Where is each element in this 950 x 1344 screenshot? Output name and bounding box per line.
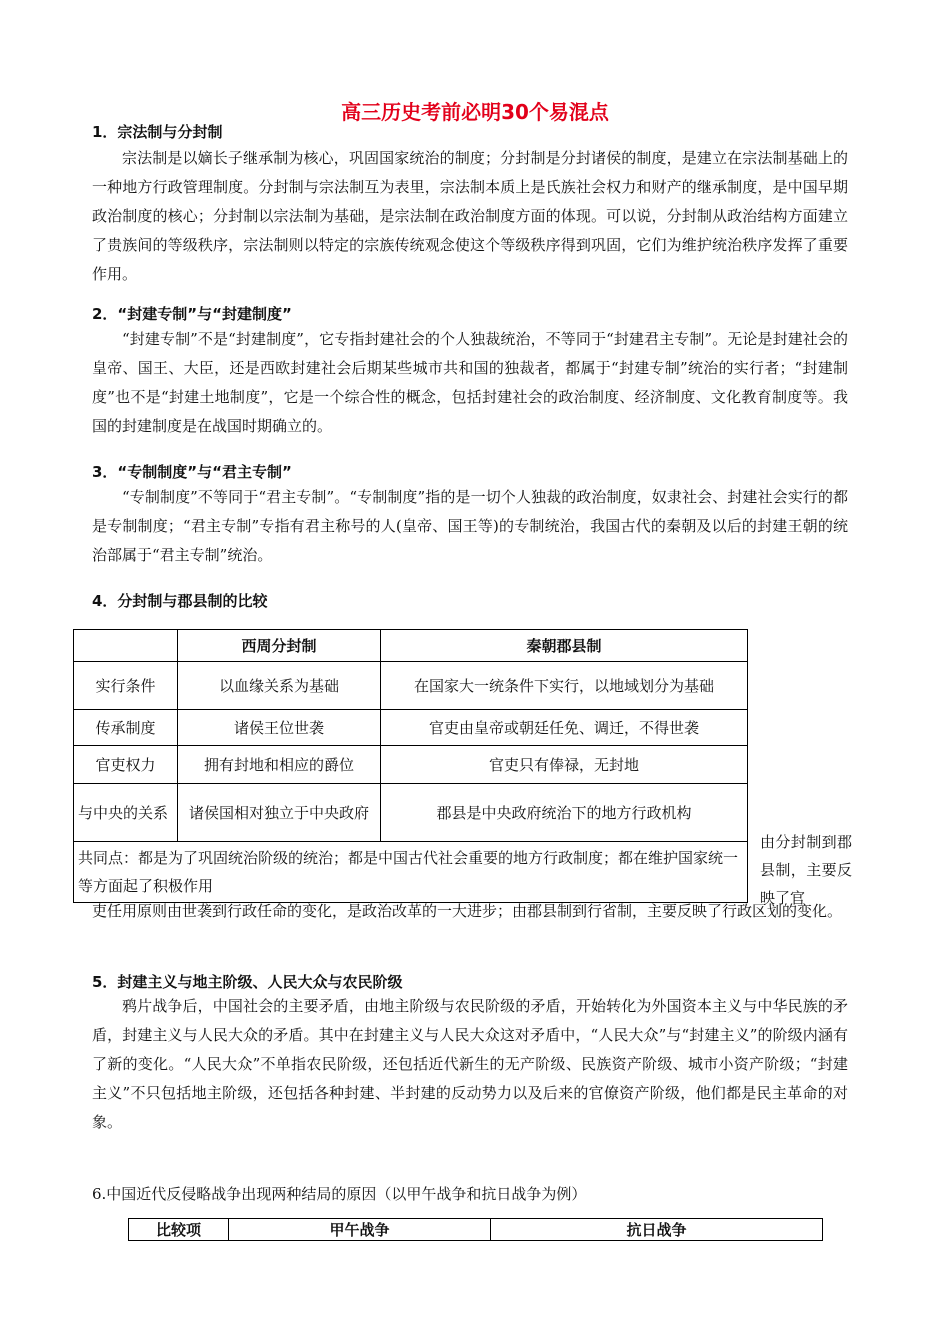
section-5-heading: 5．封建主义与地主阶级、人民大众与农民阶级 xyxy=(92,973,403,991)
section-2-body: “封建专制”不是“封建制度”，它专指封建社会的个人独裁统治，不等同于“封建君主专制”。无论是封建社会的皇帝、国王、大臣，还是西欧封建社会后期某些城市共和国的独裁者，都属于“封建专制”统治的实行者；“封建制度”也不是“封建土地制度”，它是一个综合性的概念，包括封建社会的政治制度、经济制度、文化教育制度等。我国的封建制度是在战国时期确立的。 xyxy=(92,330,848,435)
table-cell: 以血缘关系为基础 xyxy=(178,662,381,710)
table-note-side: 由分封制到郡县制，主要反映了官 xyxy=(760,833,852,907)
table-row xyxy=(74,784,748,842)
table-cell: 与中央的关系 xyxy=(74,784,178,842)
comparison-table xyxy=(73,629,748,903)
table-header-cell: 抗日战争 xyxy=(491,1219,823,1241)
table-row xyxy=(74,746,748,784)
section-3-heading: 3．“专制制度”与“君主专制” xyxy=(92,463,292,481)
table-row xyxy=(74,662,748,710)
section-6-heading: 6.中国近代反侵略战争出现两种结局的原因（以甲午战争和抗日战争为例） xyxy=(92,1185,587,1203)
section-3-body: “专制制度”不等同于“君主专制”。“专制制度”指的是一切个人独裁的政治制度，奴隶社会、封建社会实行的都是专制制度；“君主专制”专指有君主称号的人(皇帝、国王等)的专制统治，我国古代的秦朝及以后的封建王朝的统治部属于“君主专制”统治。 xyxy=(92,488,848,564)
table-header-row xyxy=(129,1219,823,1241)
table-cell: 官吏由皇帝或朝廷任免、调迁，不得世袭 xyxy=(381,710,748,746)
table-cell: 官吏权力 xyxy=(74,746,178,784)
table-header-cell: 西周分封制 xyxy=(178,630,381,662)
table-cell: 官吏只有俸禄，无封地 xyxy=(381,746,748,784)
section-5-body: 鸦片战争后，中国社会的主要矛盾，由地主阶级与农民阶级的矛盾，开始转化为外国资本主义与中华民族的矛盾，封建主义与人民大众的矛盾。其中在封建主义与人民大众这对矛盾中，“人民大众”与“封建主义”的阶级内涵有了新的变化。“人民大众”不单指农民阶级，还包括近代新生的无产阶级、民族资产阶级、城市小资产阶级；“封建主义”不只包括地主阶级，还包括各种封建、半封建的反动势力以及后来的官僚资产阶级，他们都是民主革命的对象。 xyxy=(92,997,848,1131)
war-comparison-table xyxy=(128,1218,823,1241)
table-header-cell: 秦朝郡县制 xyxy=(381,630,748,662)
table-row xyxy=(74,710,748,746)
table-cell: 诸侯王位世袭 xyxy=(178,710,381,746)
page-title: 高三历史考前必明30个易混点 xyxy=(341,100,609,124)
table-row xyxy=(74,842,748,903)
table-header-row xyxy=(74,630,748,662)
table-cell: 拥有封地和相应的爵位 xyxy=(178,746,381,784)
section-2-heading: 2．“封建专制”与“封建制度” xyxy=(92,305,292,323)
section-1-heading: 1．宗法制与分封制 xyxy=(92,123,223,141)
table-cell: 在国家大一统条件下实行，以地域划分为基础 xyxy=(381,662,748,710)
table-cell: 实行条件 xyxy=(74,662,178,710)
section-1-body: 宗法制是以嫡长子继承制为核心，巩固国家统治的制度；分封制是分封诸侯的制度，是建立在宗法制基础上的一种地方行政管理制度。分封制与宗法制互为表里，宗法制本质上是氏族社会权力和财产的继承制度，是中国早期政治制度的核心；分封制以宗法制为基础，是宗法制在政治制度方面的体现。可以说，分封制从政治结构方面建立了贵族间的等级秩序，宗法制则以特定的宗族传统观念使这个等级秩序得到巩固，它们为维护统治秩序发挥了重要作用。 xyxy=(92,149,848,283)
common-points-cell: 共同点：都是为了巩固统治阶级的统治；都是中国古代社会重要的地方行政制度；都在维护国家统一等方面起了积极作用 xyxy=(74,842,748,903)
table-header-cell: 甲午战争 xyxy=(229,1219,491,1241)
table-cell: 诸侯国相对独立于中央政府 xyxy=(178,784,381,842)
section-4-heading: 4．分封制与郡县制的比较 xyxy=(92,592,268,610)
table-note-continued: 吏任用原则由世袭到行政任命的变化，是政治改革的一大进步；由郡县制到行省制，主要反映了行政区划的变化。 xyxy=(92,902,843,920)
table-header-cell xyxy=(74,630,178,662)
table-cell: 传承制度 xyxy=(74,710,178,746)
table-header-cell: 比较项 xyxy=(129,1219,229,1241)
table-cell: 郡县是中央政府统治下的地方行政机构 xyxy=(381,784,748,842)
